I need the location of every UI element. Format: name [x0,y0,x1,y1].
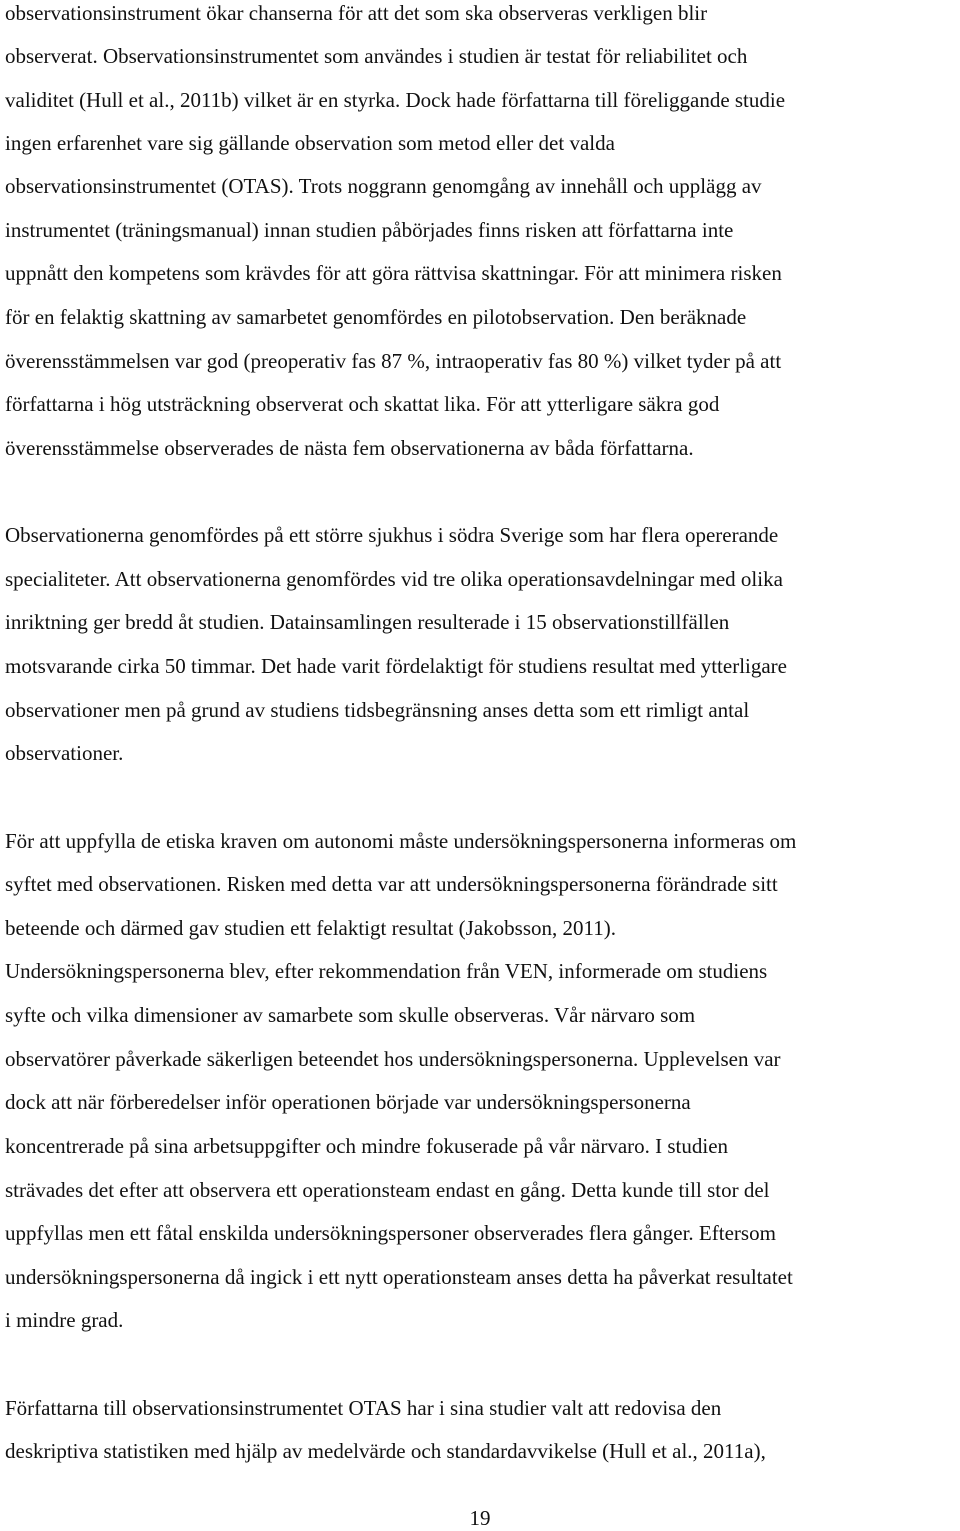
text-line: observationer. [5,741,124,765]
text-line: motsvarande cirka 50 timmar. Det hade varit fördelaktigt för studiens resultat med ytterligare [5,654,787,678]
text-line: validitet (Hull et al., 2011b) vilket är en styrka. Dock hade författarna till föreliggande studie [5,88,786,112]
text-line: observatörer påverkade säkerligen beteendet hos undersökningspersonerna. Upplevelsen var [5,1047,781,1071]
page-number: 19 [469,1506,491,1530]
text-line: dock att när förberedelser inför operationen började var undersökningspersonerna [5,1090,691,1114]
text-line: uppnått den kompetens som krävdes för att göra rättvisa skattningar. För att minimera risken [5,261,782,285]
text-line: instrumentet (träningsmanual) innan studien påbörjades finns risken att författarna inte [5,218,734,242]
text-line: inriktning ger bredd åt studien. Datainsamlingen resulterade i 15 observationstillfällen [5,610,730,634]
text-line: undersökningspersonerna då ingick i ett nytt operationsteam anses detta ha påverkat resultatet [5,1265,793,1289]
text-line: observationer men på grund av studiens tidsbegränsning anses detta som ett rimligt antal [5,698,750,722]
text-line: uppfyllas men ett fåtal enskilda undersökningspersoner observerades flera gånger. Eftersom [5,1221,776,1245]
text-line: beteende och därmed gav studien ett felaktigt resultat (Jakobsson, 2011). [5,916,616,940]
text-line: ingen erfarenhet vare sig gällande observation som metod eller det valda [5,131,615,155]
text-line: överensstämmelsen var god (preoperativ fas 87 %, intraoperativ fas 80 %) vilket tyder på att [5,349,782,373]
text-line: Observationerna genomfördes på ett större sjukhus i södra Sverige som har flera opererande [5,523,779,547]
text-line: För att uppfylla de etiska kraven om autonomi måste undersökningspersonerna informeras om [5,829,797,853]
text-line: Författarna till observationsinstrumentet OTAS har i sina studier valt att redovisa den [5,1396,722,1420]
text-line: för en felaktig skattning av samarbetet genomfördes en pilotobservation. Den beräknade [5,305,747,329]
text-line: strävades det efter att observera ett operationsteam endast en gång. Detta kunde till stor del [5,1178,770,1202]
text-line: observationsinstrumentet (OTAS). Trots noggrann genomgång av innehåll och upplägg av [5,174,762,198]
text-line: syfte och vilka dimensioner av samarbete som skulle observeras. Vår närvaro som [5,1003,696,1027]
text-line: observationsinstrument ökar chanserna för att det som ska observeras verkligen blir [5,1,708,25]
text-line: överensstämmelse observerades de nästa fem observationerna av båda författarna. [5,436,694,460]
text-line: syftet med observationen. Risken med detta var att undersökningspersonerna förändrade sitt [5,872,778,896]
text-line: specialiteter. Att observationerna genomfördes vid tre olika operationsavdelningar med olika [5,567,783,591]
text-line: Undersökningspersonerna blev, efter rekommendation från VEN, informerade om studiens [5,959,768,983]
text-line: observerat. Observationsinstrumentet som användes i studien är testat för reliabilitet och [5,44,748,68]
text-line: deskriptiva statistiken med hjälp av medelvärde och standardavvikelse (Hull et al., 2011a), [5,1439,766,1463]
text-line: författarna i hög utsträckning observerat och skattat lika. För att ytterligare säkra god [5,392,720,416]
text-line: koncentrerade på sina arbetsuppgifter och mindre fokuserade på vår närvaro. I studien [5,1134,729,1158]
text-line: i mindre grad. [5,1308,124,1332]
